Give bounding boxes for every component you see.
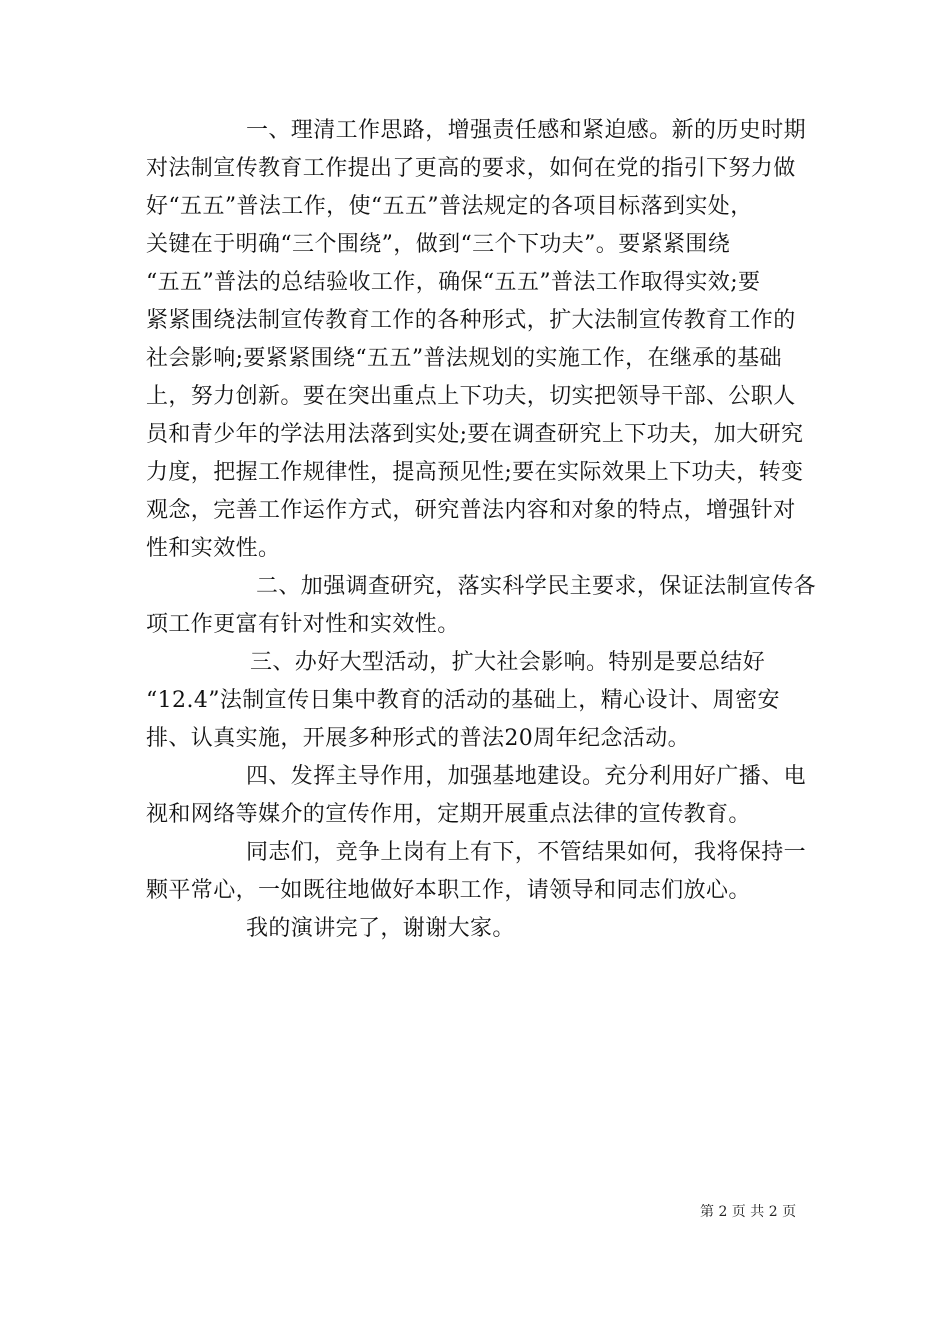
paragraph-1-line: 性和实效性。: [146, 536, 281, 561]
paragraph-1-line: 紧紧围绕法制宣传教育工作的各种形式，扩大法制宣传教育工作的: [146, 308, 796, 333]
paragraph-1-line: 力度，把握工作规律性，提高预见性;要在实际效果上下功夫，转变: [146, 460, 804, 485]
paragraph-1-line: 对法制宣传教育工作提出了更高的要求，如何在党的指引下努力做: [146, 156, 796, 181]
paragraph-1-line: 关键在于明确“三个围绕”，做到“三个下功夫”。要紧紧围绕: [146, 232, 731, 257]
page-number-footer: 第 2 页 共 2 页: [700, 1204, 797, 1220]
paragraph-2-line: 项工作更富有针对性和实效性。: [146, 612, 460, 637]
paragraph-4-line: 四、发挥主导作用，加强基地建设。充分利用好广播、电: [246, 764, 807, 789]
paragraph-1-line: 社会影响;要紧紧围绕“五五”普法规划的实施工作，在继承的基础: [146, 346, 782, 371]
paragraph-3-line: 三、办好大型活动，扩大社会影响。特别是要总结好: [250, 650, 766, 675]
paragraph-1-line: 一、理清工作思路，增强责任感和紧迫感。新的历史时期: [246, 118, 807, 143]
document-body: [146, 112, 817, 948]
paragraph-1-line: “五五”普法的总结验收工作，确保“五五”普法工作取得实效;要: [146, 270, 761, 295]
paragraph-1-line: 员和青少年的学法用法落到实处;要在调查研究上下功夫，加大研究: [146, 422, 804, 447]
paragraph-1-line: 观念，完善工作运作方式，研究普法内容和对象的特点，增强针对: [146, 498, 796, 523]
paragraph-5-line: 同志们，竞争上岗有上有下，不管结果如何，我将保持一: [246, 840, 807, 865]
paragraph-1-line: 好“五五”普法工作，使“五五”普法规定的各项目标落到实处，: [146, 194, 753, 219]
paragraph-1-line: 上，努力创新。要在突出重点上下功夫，切实把领导干部、公职人: [146, 384, 796, 409]
paragraph-2-line: 二、加强调查研究，落实科学民主要求，保证法制宣传各: [256, 574, 817, 599]
paragraph-3-line: “12.4”法制宣传日集中教育的活动的基础上，精心设计、周密安: [146, 688, 780, 713]
closing-line: 我的演讲完了，谢谢大家。: [246, 916, 515, 941]
paragraph-5-line: 颗平常心，一如既往地做好本职工作，请领导和同志们放心。: [146, 878, 751, 903]
paragraph-3-line: 排、认真实施，开展多种形式的普法20周年纪念活动。: [146, 726, 690, 751]
paragraph-4-line: 视和网络等媒介的宣传作用，定期开展重点法律的宣传教育。: [146, 802, 751, 827]
